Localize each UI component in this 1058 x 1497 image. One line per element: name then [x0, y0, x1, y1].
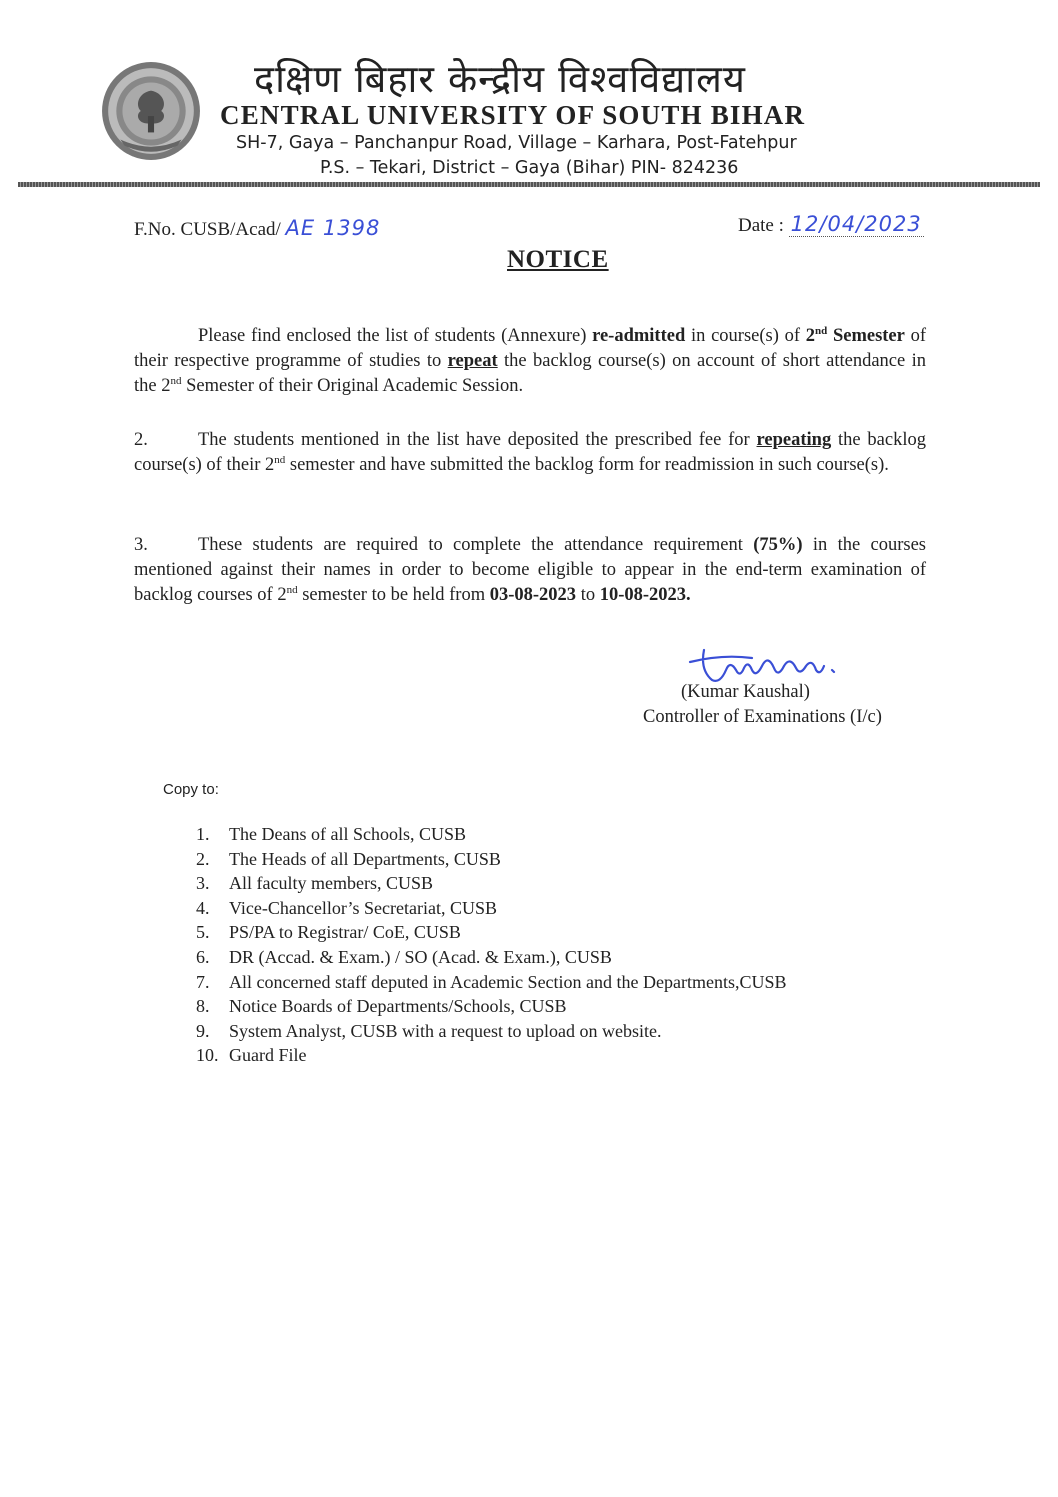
- list-item-text: Guard File: [229, 1045, 307, 1066]
- list-item-number: 10.: [196, 1045, 219, 1066]
- list-item: [196, 1043, 787, 1068]
- list-item-text: All faculty members, CUSB: [229, 873, 433, 894]
- list-item-number: 3.: [196, 873, 210, 894]
- list-item-number: 6.: [196, 946, 210, 967]
- copy-to-label: Copy to:: [163, 781, 219, 798]
- university-seal-icon: [100, 60, 202, 162]
- signature-icon: [682, 640, 852, 688]
- list-item-text: PS/PA to Registrar/ CoE, CUSB: [229, 922, 461, 943]
- university-english-name: CENTRAL UNIVERSITY OF SOUTH BIHAR: [220, 100, 806, 130]
- list-item-number: 9.: [196, 1020, 210, 1041]
- date-label: Date :: [738, 215, 784, 236]
- list-item: [196, 896, 787, 921]
- list-item-text: All concerned staff deputed in Academic Section and the Departments,CUSB: [229, 971, 787, 992]
- list-item: [196, 970, 787, 995]
- list-item-text: System Analyst, CUSB with a request to upload on website.: [229, 1020, 662, 1041]
- list-item-text: Notice Boards of Departments/Schools, CUSB: [229, 996, 567, 1017]
- address-line-2: P.S. – Tekari, District – Gaya (Bihar) PIN- 824236: [320, 158, 739, 178]
- list-item-text: DR (Accad. & Exam.) / SO (Acad. & Exam.), CUSB: [229, 946, 612, 967]
- list-item: [196, 871, 787, 896]
- list-item: [196, 822, 787, 847]
- paragraph-2: 2. The students mentioned in the list have deposited the prescribed fee for repeating the backlog course(s) of their 2nd semester and have submitted the backlog form for readmission in such course(s).: [134, 430, 926, 475]
- signatory-designation: Controller of Examinations (I/c): [643, 707, 882, 727]
- paragraph-1: Please find enclosed the list of students (Annexure) re-admitted in course(s) of 2nd Semester of their respective programme of studies to repeat the backlog course(s) on account of short attendance in the 2nd Semester of their Original Academic Session.: [134, 324, 926, 396]
- address-line-1: SH-7, Gaya – Panchanpur Road, Village – Karhara, Post-Fatehpur: [236, 133, 797, 153]
- paragraph-3: 3. These students are required to complete the attendance requirement (75%) in the courses mentioned against their names in order to become eligible to appear in the end-term examination of backlog courses of 2nd semester to be held from 03-08-2023 to 10-08-2023.: [134, 535, 926, 605]
- signatory-name: (Kumar Kaushal): [681, 682, 810, 702]
- list-item: [196, 945, 787, 970]
- file-number-label: F.No. CUSB/Acad/: [134, 219, 281, 240]
- date-handwritten: 12/04/2023: [790, 212, 922, 236]
- notice-date: [738, 212, 924, 237]
- list-item-number: 8.: [196, 996, 210, 1017]
- list-item-number: 5.: [196, 922, 210, 943]
- list-item-text: Vice-Chancellor’s Secretariat, CUSB: [229, 897, 498, 918]
- list-item-number: 2.: [196, 848, 210, 869]
- list-item: [196, 920, 787, 945]
- notice-title: NOTICE: [507, 246, 609, 273]
- list-item: [196, 1019, 787, 1044]
- list-item-number: 7.: [196, 971, 210, 992]
- university-hindi-name: दक्षिण बिहार केन्द्रीय विश्वविद्यालय: [254, 57, 746, 101]
- list-item: [196, 994, 787, 1019]
- copy-to-list: [196, 822, 787, 1068]
- list-item-text: The Deans of all Schools, CUSB: [229, 824, 466, 844]
- list-item-text: The Heads of all Departments, CUSB: [229, 848, 501, 869]
- list-item: [196, 847, 787, 872]
- file-number: [134, 216, 380, 241]
- list-item-number: 1.: [196, 824, 210, 844]
- header-divider: [18, 182, 1040, 187]
- file-number-handwritten: AE 1398: [285, 216, 381, 240]
- list-item-number: 4.: [196, 897, 210, 918]
